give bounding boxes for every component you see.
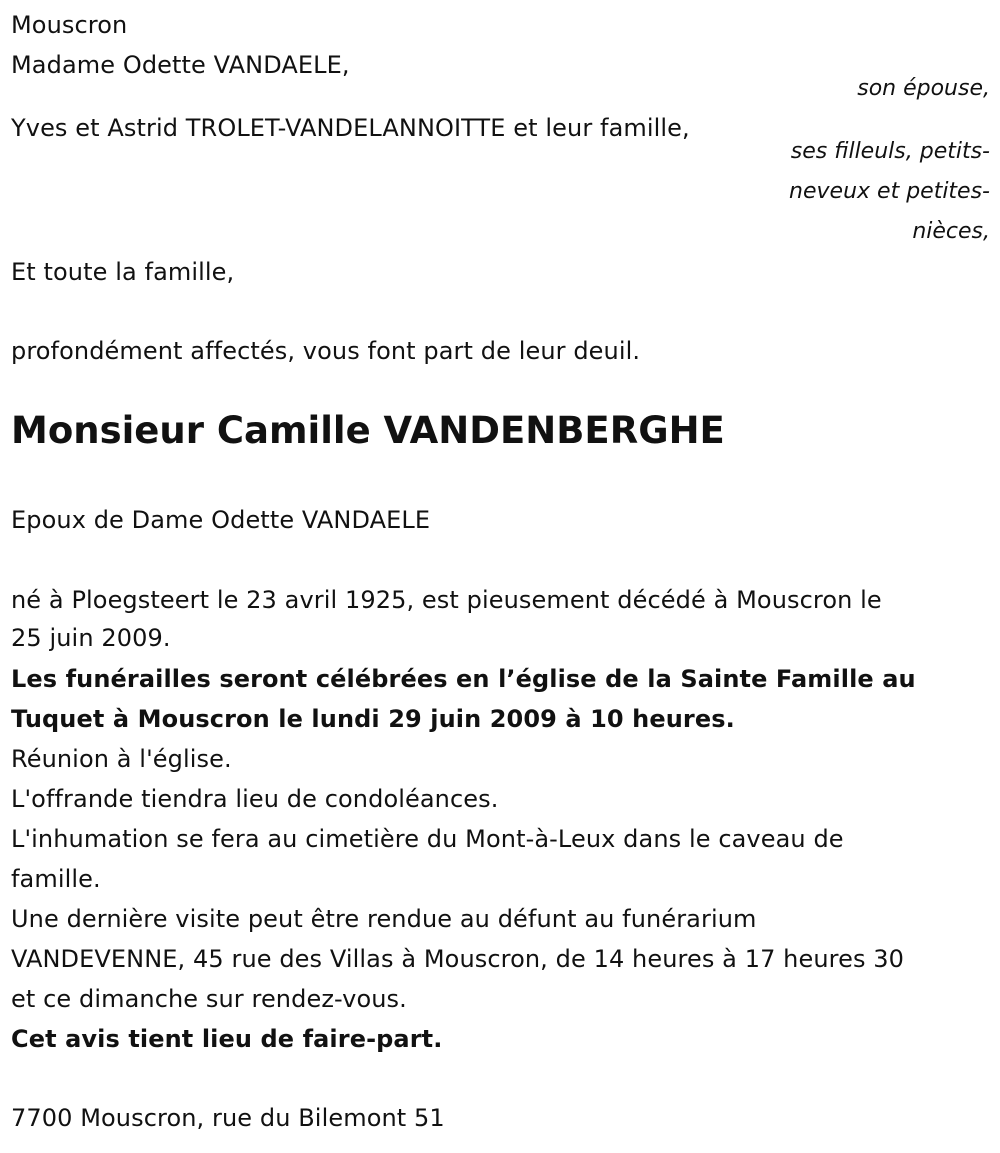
city-line: Mouscron <box>11 11 128 39</box>
address-line: 7700 Mouscron, rue du Bilemont 51 <box>11 1104 445 1132</box>
burial-line-1: L'inhumation se fera au cimetière du Mont-à-Leux dans le caveau de <box>11 825 844 853</box>
meeting-line: Réunion à l'église. <box>11 745 232 773</box>
offering-line: L'offrande tiendra lieu de condoléances. <box>11 785 499 813</box>
deceased-name: Monsieur Camille VANDENBERGHE <box>11 409 725 452</box>
godchildren-line: Yves et Astrid TROLET-VANDELANNOITTE et leur famille, <box>11 114 690 142</box>
spouse-line: Epoux de Dame Odette VANDAELE <box>11 506 431 534</box>
widow-line: Madame Odette VANDAELE, <box>11 51 350 79</box>
visit-line-1: Une dernière visite peut être rendue au défunt au funérarium <box>11 905 757 933</box>
announcement-line: profondément affectés, vous font part de leur deuil. <box>11 337 641 365</box>
birth-death-line-1: né à Ploegsteert le 23 avril 1925, est pieusement décédé à Mouscron le <box>11 586 882 614</box>
birth-death-line-2: 25 juin 2009. <box>11 624 171 652</box>
notice-line: Cet avis tient lieu de faire-part. <box>11 1025 443 1053</box>
funeral-line-1: Les funérailles seront célébrées en l’église de la Sainte Famille au <box>11 665 916 693</box>
funeral-line-2: Tuquet à Mouscron le lundi 29 juin 2009 à 10 heures. <box>11 705 735 733</box>
visit-line-3: et ce dimanche sur rendez-vous. <box>11 985 407 1013</box>
godchildren-relation-3: nièces, <box>912 219 990 244</box>
widow-relation: son épouse, <box>857 76 990 101</box>
burial-line-2: famille. <box>11 865 101 893</box>
godchildren-relation-2: neveux et petites- <box>789 179 990 204</box>
family-line: Et toute la famille, <box>11 258 235 286</box>
visit-line-2: VANDEVENNE, 45 rue des Villas à Mouscron, de 14 heures à 17 heures 30 <box>11 945 905 973</box>
godchildren-relation-1: ses filleuls, petits- <box>790 139 990 164</box>
